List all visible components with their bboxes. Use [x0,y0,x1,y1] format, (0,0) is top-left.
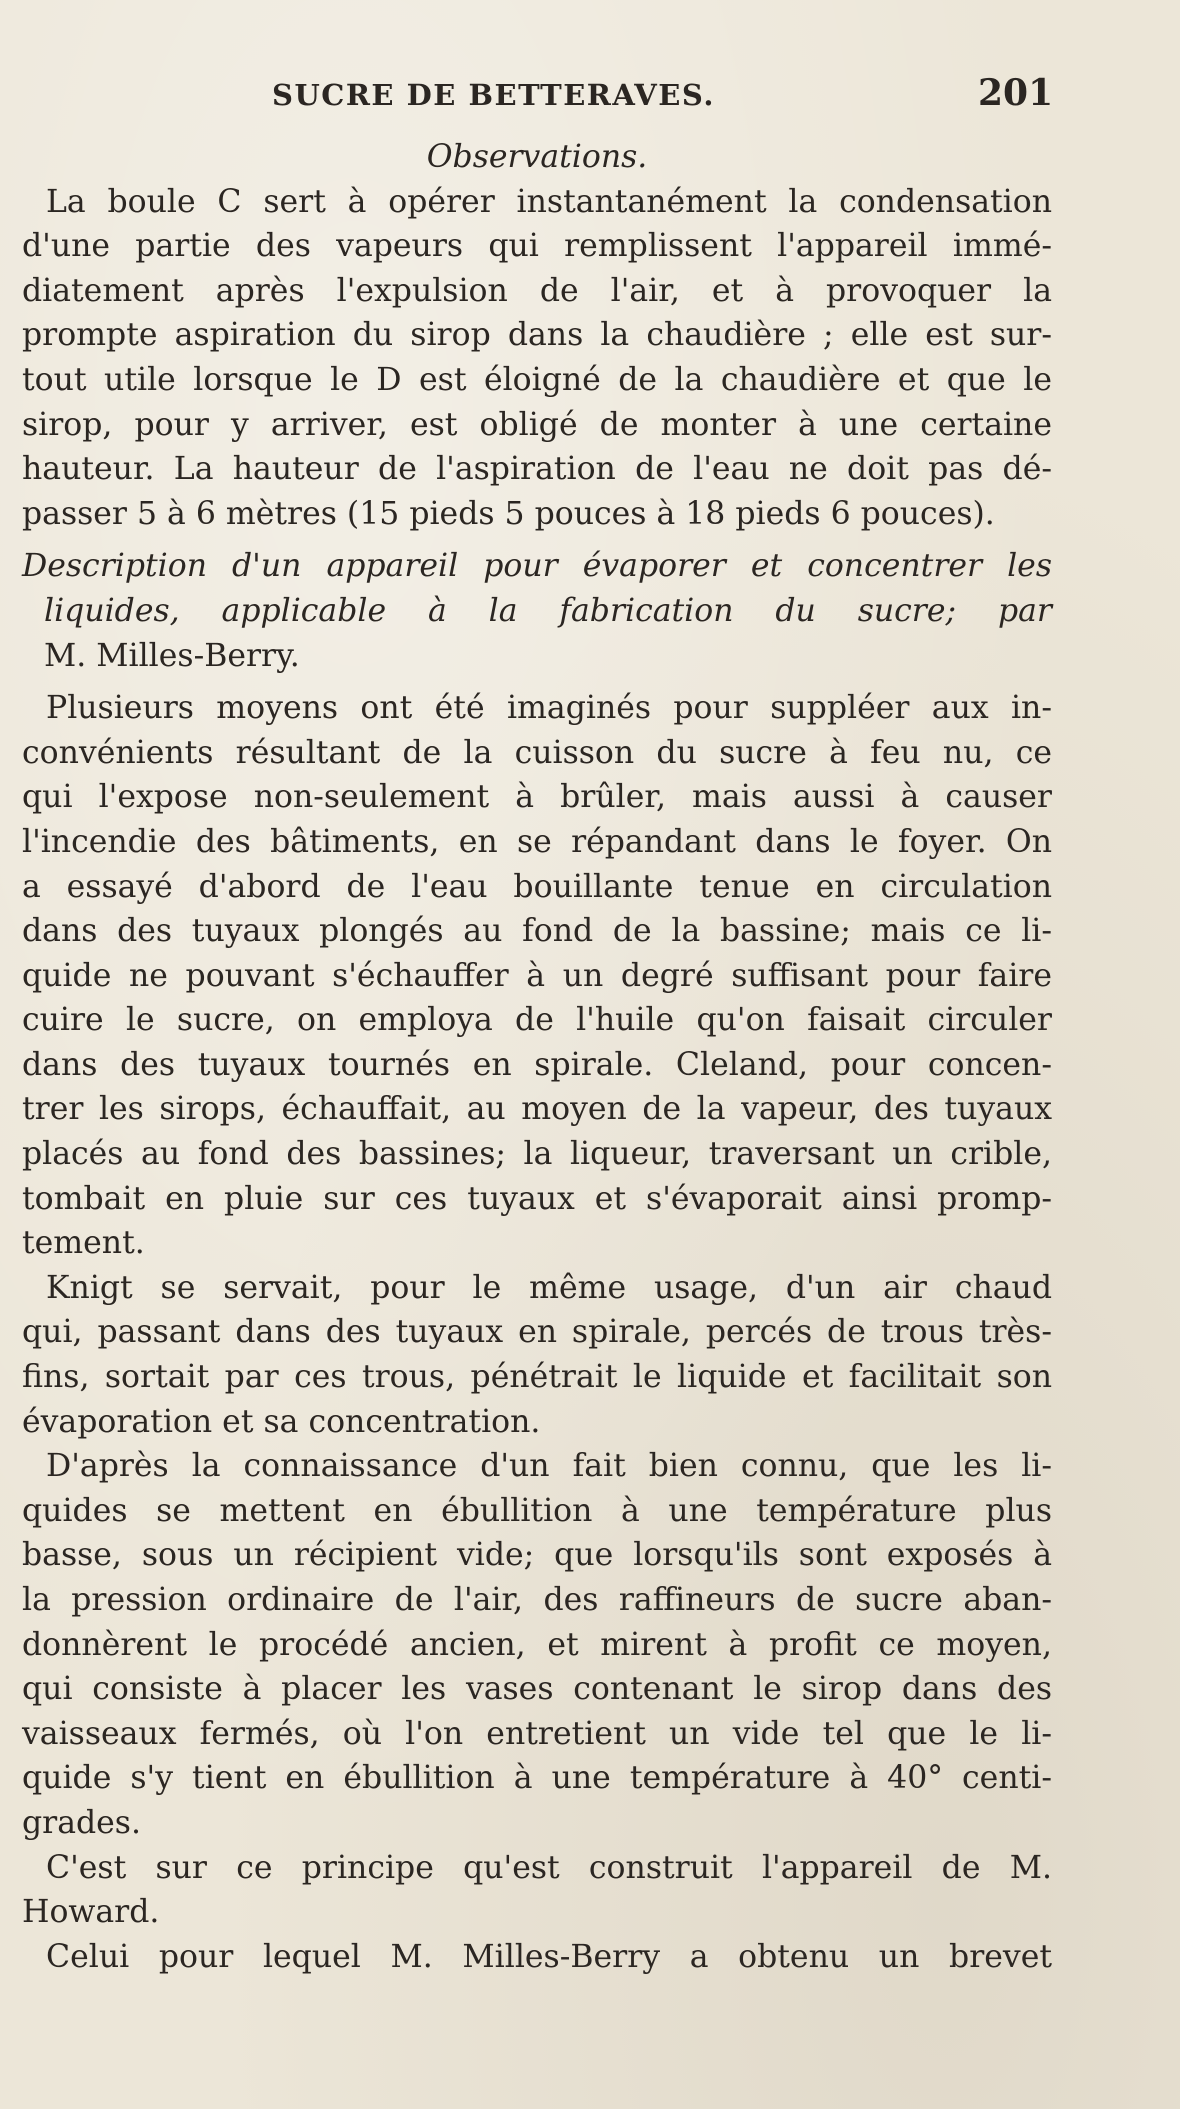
text-line: d'une partie des vapeurs qui remplissent l'appareil immé- [22,228,1052,265]
text-line: grades. [22,1804,141,1841]
text-line: dans des tuyaux tournés en spirale. Cleland, pour concen- [22,1046,1052,1083]
text-line: cuire le sucre, on employa de l'huile qu'on faisait circuler [22,1002,1052,1039]
text-line: passer 5 à 6 mètres (15 pieds 5 pouces à 18 pieds 6 pouces). [22,495,995,532]
text-line: prompte aspiration du sirop dans la chaudière ; elle est sur- [22,317,1052,354]
text-line: liquides, applicable à la fabrication du sucre; par [44,592,1052,629]
text-line: Description d'un appareil pour évaporer et concentrer les [22,548,1052,585]
text-line: qui consiste à placer les vases contenant le sirop dans des [22,1671,1052,1708]
body-text [22,135,1052,1979]
text-line: Plusieurs moyens ont été imaginés pour suppléer aux in- [46,690,1052,727]
text-line: M. Milles-Berry. [44,637,300,674]
paragraph-gap [22,536,1052,544]
text-line: l'incendie des bâtiments, en se répandant dans le foyer. On [22,823,1052,860]
text-line: Howard. [22,1894,160,1931]
text-line: sirop, pour y arriver, est obligé de monter à une certaine [22,406,1052,443]
text-line: placés au fond des bassines; la liqueur, traversant un crible, [22,1136,1052,1173]
text-line: a essayé d'abord de l'eau bouillante tenue en circulation [22,868,1052,905]
text-line: tombait en pluie sur ces tuyaux et s'évaporait ainsi promp- [22,1180,1052,1217]
text-line: fins, sortait par ces trous, pénétrait le liquide et facilitait son [22,1359,1052,1396]
text-line: quides se mettent en ébullition à une température plus [22,1492,1052,1529]
text-line: tement. [22,1225,145,1262]
paragraph-gap [22,678,1052,686]
text-line: la pression ordinaire de l'air, des raffineurs de sucre aban- [22,1582,1052,1618]
text-line: qui, passant dans des tuyaux en spirale, percés de trous très- [22,1314,1052,1351]
text-line: hauteur. La hauteur de l'aspiration de l'eau ne doit pas dé- [22,451,1052,488]
text-line: vaisseaux fermés, où l'on entretient un vide tel que le li- [22,1715,1052,1752]
text-line: quide ne pouvant s'échauffer à un degré suffisant pour faire [22,957,1052,994]
text-line: qui l'expose non-seulement à brûler, mais aussi à causer [22,779,1052,816]
text-line: dans des tuyaux plongés au fond de la bassine; mais ce li- [22,913,1052,950]
text-line: D'après la connaissance d'un fait bien connu, que les li- [46,1448,1052,1485]
page-number: 201 [978,72,1054,114]
text-line: Celui pour lequel M. Milles-Berry a obtenu un brevet [46,1938,1052,1975]
text-line: convénients résultant de la cuisson du sucre à feu nu, ce [22,734,1052,771]
text-line: La boule C sert à opérer instantanément la condensation [46,183,1052,220]
section-heading: Observations. [426,139,648,175]
text-line: donnèrent le procédé ancien, et mirent à profit ce moyen, [22,1626,1052,1663]
text-line: C'est sur ce principe qu'est construit l'appareil de M. [46,1849,1052,1886]
text-line: Knigt se servait, pour le même usage, d'un air chaud [46,1269,1052,1306]
text-line: trer les sirops, échauffait, au moyen de la vapeur, des tuyaux [22,1091,1052,1128]
running-title: SUCRE DE BETTERAVES. [272,78,715,112]
text-line: quide s'y tient en ébullition à une température à 40° centi- [22,1760,1052,1797]
text-line: diatement après l'expulsion de l'air, et à provoquer la [22,272,1052,309]
text-line: tout utile lorsque le D est éloigné de la chaudière et que le [22,361,1052,398]
running-head [0,72,1180,122]
text-line: basse, sous un récipient vide; que lorsqu'ils sont exposés à [22,1537,1052,1574]
text-line: évaporation et sa concentration. [22,1403,541,1440]
